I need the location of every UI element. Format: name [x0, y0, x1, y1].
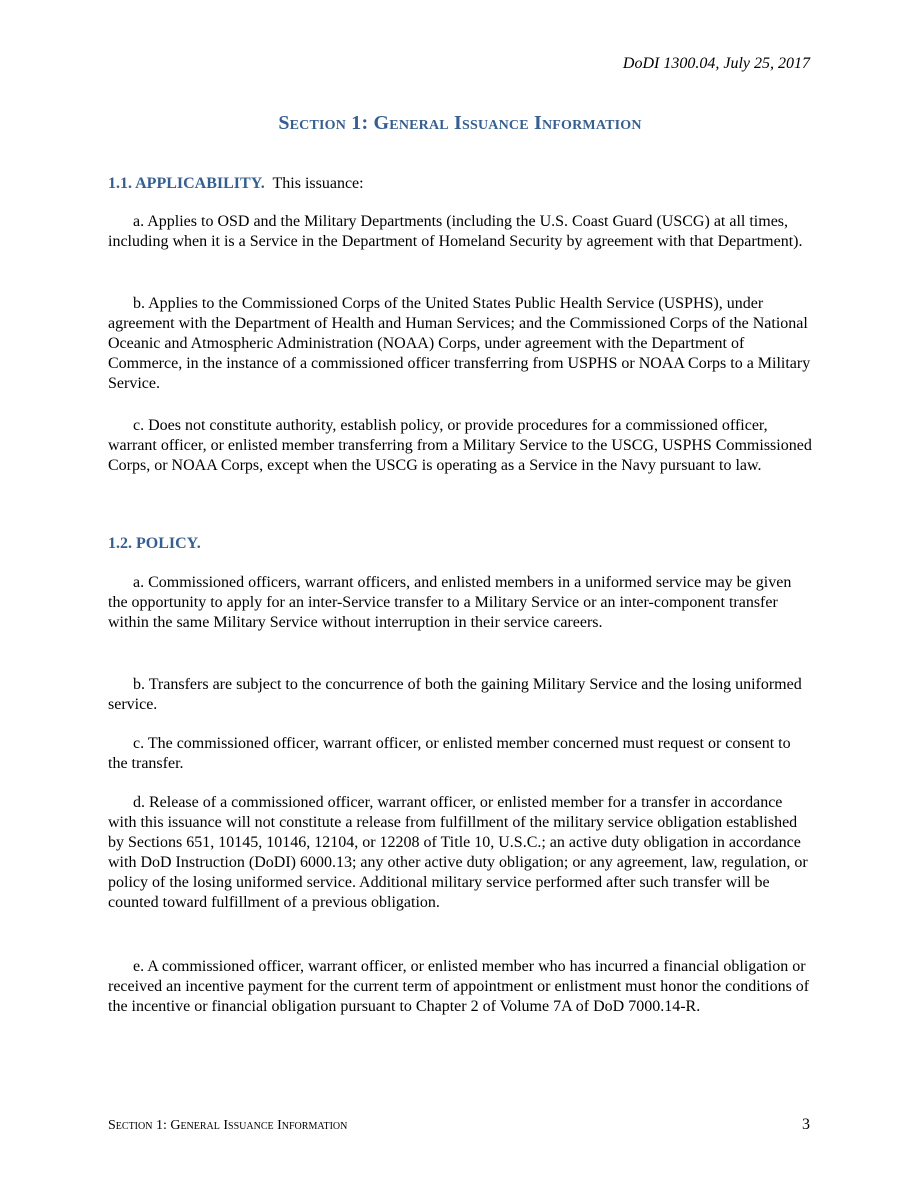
paragraph: d. Release of a commissioned officer, warrant officer, or enlisted member for a transfer in accordance with this issuance will not constitute a release from fulfillment of the military service obligation established by Sections 651, 10145, 10146, 12104, or 12208 of Title 10, U.S.C.; an active duty obligation in accordance with DoD Instruction (DoDI) 6000.13; any other active duty obligation; or any agreement, law, regulation, or policy of the losing uniformed service. Additional military service performed after such transfer will be counted toward fulfillment of a previous obligation.	[108, 794, 808, 911]
policy-item-d	[108, 793, 812, 913]
applicability-heading-line	[108, 174, 364, 194]
section-title: Section 1: General Issuance Information	[278, 112, 642, 134]
policy-heading-line	[108, 534, 201, 554]
paragraph: e. A commissioned officer, warrant officer, or enlisted member who has incurred a financial obligation or received an incentive payment for the current term of appointment or enlistment must honor the conditions of the incentive or financial obligation pursuant to Chapter 2 of Volume 7A of DoD 7000.14-R.	[108, 958, 810, 1015]
paragraph: c. Does not constitute authority, establish policy, or provide procedures for a commissioned officer, warrant officer, or enlisted member transferring from a Military Service to the USCG, USPHS Commissioned Corps, or NOAA Corps, except when the USCG is operating as a Service in the Navy pursuant to law.	[108, 417, 812, 474]
paragraph: a. Applies to OSD and the Military Departments (including the U.S. Coast Guard (USCG) at all times, including when it is a Service in the Department of Homeland Security by agreement with that Department).	[108, 213, 803, 250]
policy-item-e	[108, 957, 812, 1017]
applicability-item-c	[108, 416, 812, 476]
policy-item-a	[108, 573, 812, 633]
paragraph: a. Commissioned officers, warrant officers, and enlisted members in a uniformed service may be given the opportunity to apply for an inter-Service transfer to a Military Service or an inter-component transfer within the same Military Service without interruption in their service careers.	[108, 574, 792, 631]
applicability-item-b	[108, 294, 812, 394]
applicability-intro: This issuance:	[272, 175, 364, 192]
policy-item-c	[108, 734, 812, 774]
footer-section-label: Section 1: General Issuance Information	[108, 1118, 348, 1133]
paragraph: b. Transfers are subject to the concurrence of both the gaining Military Service and the losing uniformed service.	[108, 676, 802, 713]
policy-heading: 1.2. POLICY.	[108, 535, 201, 552]
running-head: DoDI 1300.04, July 25, 2017	[622, 55, 810, 72]
paragraph: c. The commissioned officer, warrant officer, or enlisted member concerned must request or consent to the transfer.	[108, 735, 791, 772]
applicability-item-a	[108, 212, 812, 252]
page-number: 3	[802, 1116, 810, 1133]
applicability-heading: 1.1. APPLICABILITY.	[108, 175, 265, 192]
policy-item-b	[108, 675, 812, 715]
paragraph: b. Applies to the Commissioned Corps of the United States Public Health Service (USPHS), under agreement with the Department of Health and Human Services; and the Commissioned Corps of the National Oceanic and Atmospheric Administration (NOAA) Corps, under agreement with the Department of Commerce, in the instance of a commissioned officer transferring from USPHS or NOAA Corps to a Military Service.	[108, 295, 811, 392]
